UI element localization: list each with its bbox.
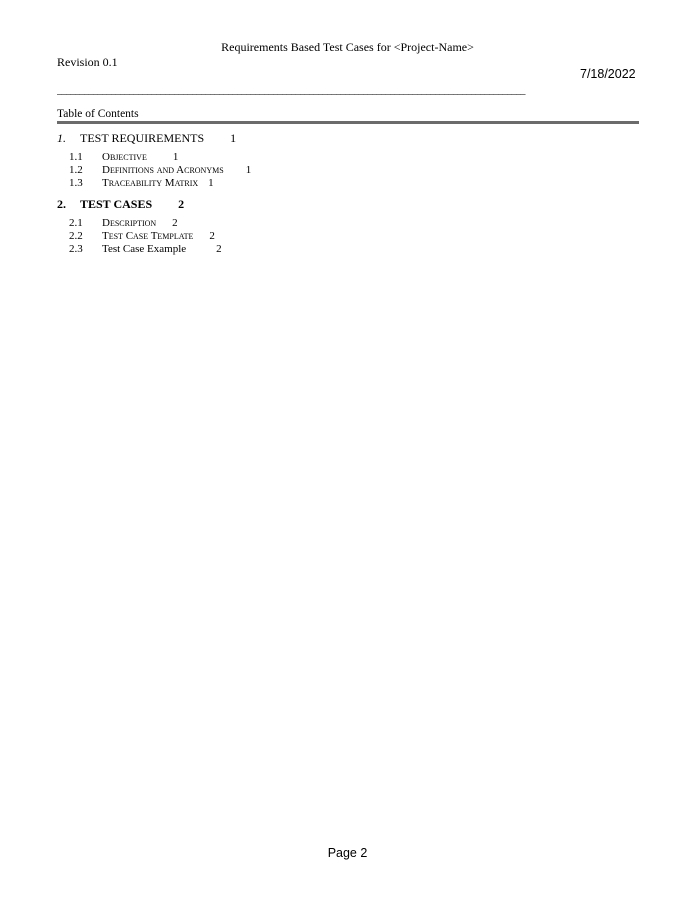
toc-entry-title: TEST REQUIREMENTS bbox=[80, 131, 205, 145]
toc-entry-page: 1 bbox=[208, 177, 214, 189]
toc-entry-title: Definitions and Acronyms bbox=[102, 164, 224, 176]
toc-entry-test-requirements[interactable] bbox=[57, 131, 236, 146]
toc-entry-number: 2.3 bbox=[69, 243, 83, 255]
toc-entry-number: 1.1 bbox=[69, 151, 83, 163]
toc-entry-test-case-template[interactable] bbox=[69, 230, 215, 242]
toc-entry-traceability-matrix[interactable] bbox=[69, 177, 214, 189]
toc-entry-page: 2 bbox=[172, 217, 178, 229]
toc-entry-title: TEST CASES bbox=[80, 197, 153, 211]
toc-entry-title: Test Case Example bbox=[102, 243, 187, 255]
toc-entry-page: 2 bbox=[216, 243, 222, 255]
toc-entry-number: 1.3 bbox=[69, 177, 83, 189]
toc-entry-number: 2.1 bbox=[69, 217, 83, 229]
revision-label: Revision 0.1 bbox=[57, 55, 118, 69]
toc-entry-test-case-example[interactable] bbox=[69, 243, 222, 255]
toc-entry-definitions-and-acronyms[interactable] bbox=[69, 164, 251, 176]
toc-entry-title: Traceability Matrix bbox=[102, 177, 199, 189]
toc-entry-page: 1 bbox=[245, 164, 252, 176]
toc-entry-page: 1 bbox=[172, 151, 179, 163]
toc-entry-test-cases[interactable] bbox=[57, 197, 184, 212]
toc-entry-number: 1.2 bbox=[69, 164, 83, 176]
toc-heading: Table of Contents bbox=[57, 108, 139, 120]
toc-entry-title: Test Case Template bbox=[102, 230, 194, 242]
toc-entry-description[interactable] bbox=[69, 217, 178, 229]
page-number: Page 2 bbox=[327, 846, 368, 860]
toc-entry-number: 2.2 bbox=[69, 230, 83, 242]
toc-entry-number: 1. bbox=[57, 131, 66, 145]
header-rule: ________________________________________________________________________________________________________ bbox=[57, 86, 525, 96]
toc-entry-title: Objective bbox=[102, 151, 147, 163]
toc-entry-page: 1 bbox=[230, 131, 237, 145]
toc-entry-page: 2 bbox=[209, 230, 215, 242]
toc-entry-page: 2 bbox=[178, 197, 185, 211]
toc-entry-title: Description bbox=[102, 217, 157, 229]
header-date: 7/18/2022 bbox=[580, 67, 636, 81]
document-title: Requirements Based Test Cases for <Project-Name> bbox=[221, 40, 474, 54]
toc-entry-number: 2. bbox=[57, 197, 66, 211]
toc-divider bbox=[57, 121, 639, 124]
toc-entry-objective[interactable] bbox=[69, 151, 178, 163]
